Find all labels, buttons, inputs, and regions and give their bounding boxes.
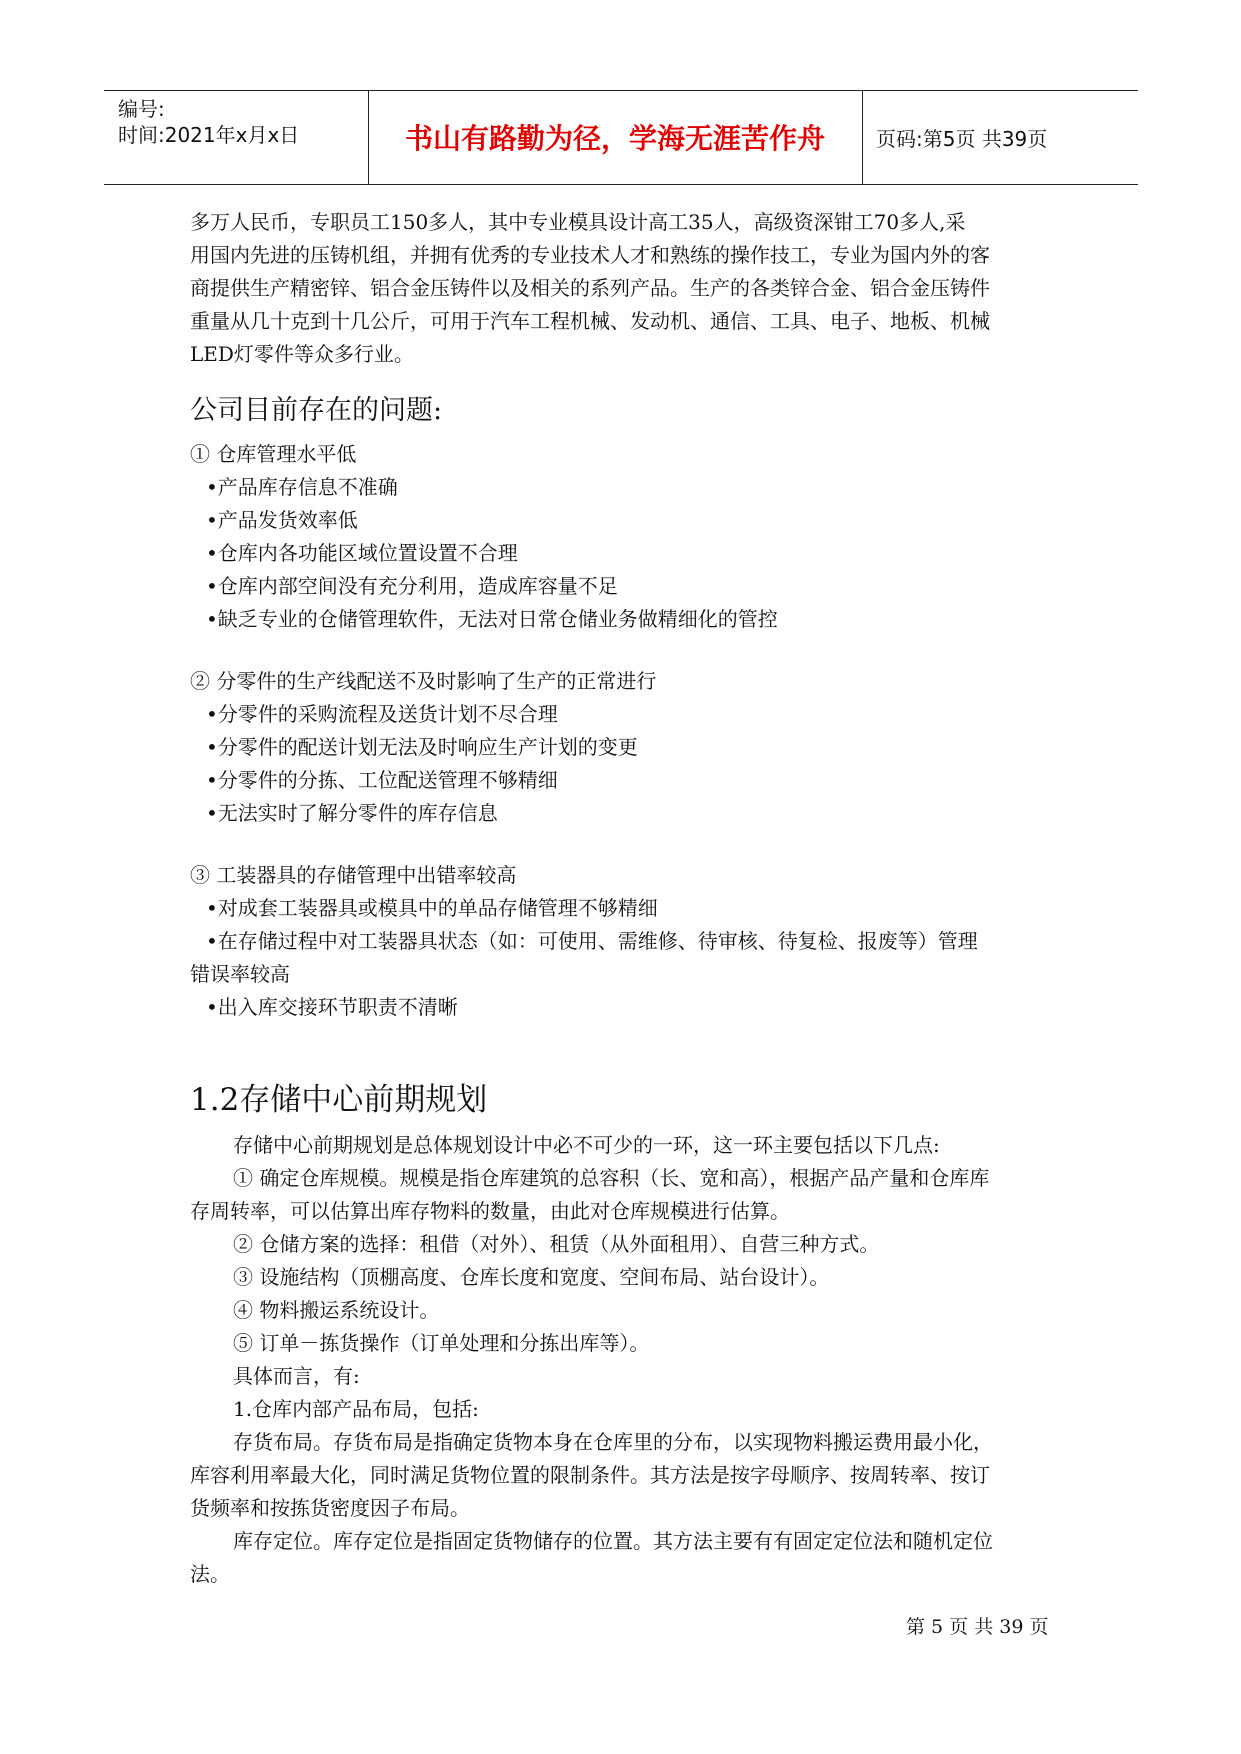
header-left-cell <box>104 91 369 184</box>
plan-item: ④ 物料搬运系统设计。 <box>233 1298 440 1322</box>
bullet-item: •缺乏专业的仓储管理软件，无法对日常仓储业务做精细化的管控 <box>206 607 778 631</box>
stock-paragraph-line: 库容利用率最大化，同时满足货物位置的限制条件。其方法是按字母顺序、按周转率、按订 <box>190 1463 990 1487</box>
intro-line: 重量从几十克到十几公斤，可用于汽车工程机械、发动机、通信、工具、电子、地板、机械 <box>190 309 990 333</box>
problem3-block <box>190 859 1060 1024</box>
bullet-item: •出入库交接环节职责不清晰 <box>206 995 458 1019</box>
intro-line: 用国内先进的压铸机组，并拥有优秀的专业技术人才和熟练的操作技工，专业为国内外的客 <box>190 243 990 267</box>
problems-section <box>190 388 1060 427</box>
header-right-cell <box>862 91 1138 184</box>
document-time-label: 时间:2021年x月x日 <box>118 123 300 147</box>
header-motto: 书山有路勤为径，学海无涯苦作舟 <box>404 122 825 155</box>
plan-item: ② 仓储方案的选择：租借（对外）、租赁（从外面租用）、自营三种方式。 <box>233 1232 880 1256</box>
header-mid-cell <box>368 91 863 184</box>
problem2-title: ② 分零件的生产线配送不及时影响了生产的正常进行 <box>190 669 657 693</box>
intro-line: 商提供生产精密锌、铝合金压铸件以及相关的系列产品。生产的各类锌合金、铝合金压铸件 <box>190 276 990 300</box>
bullet-item: •分零件的分拣、工位配送管理不够精细 <box>206 768 558 792</box>
bullet-item: •在存储过程中对工装器具状态（如：可使用、需维修、待审核、待复检、报废等）管理 <box>206 929 978 953</box>
bullet-item: •对成套工装器具或模具中的单品存储管理不够精细 <box>206 896 658 920</box>
problem1-block <box>190 438 1060 636</box>
intro-line: 多万人民币，专职员工150多人，其中专业模具设计高工35人，高级资深钳工70多人,采 <box>190 210 966 234</box>
problem2-block <box>190 665 1060 830</box>
stock-paragraph-line: 货频率和按拣货密度因子布局。 <box>190 1496 470 1520</box>
bullet-item: •仓库内各功能区域位置设置不合理 <box>206 541 518 565</box>
section-heading: 1.2存储中心前期规划 <box>190 1082 488 1118</box>
bullet-item: •无法实时了解分零件的库存信息 <box>206 801 498 825</box>
plan-item: ① 确定仓库规模。规模是指仓库建筑的总容积（长、宽和高），根据产品产量和仓库库 <box>233 1166 990 1190</box>
page-footer: 第 5 页 共 39 页 <box>906 1616 1049 1638</box>
problem3-title: ③ 工装器具的存储管理中出错率较高 <box>190 863 517 887</box>
intro-paragraph <box>190 206 1060 371</box>
plan-body <box>190 1129 1060 1591</box>
stock-paragraph: 存货布局。存货布局是指确定货物本身在仓库里的分布，以实现物料搬运费用最小化， <box>233 1430 993 1454</box>
bullet-item: •仓库内部空间没有充分利用，造成库容量不足 <box>206 574 618 598</box>
problem1-title: ① 仓库管理水平低 <box>190 442 357 466</box>
plan-intro: 存储中心前期规划是总体规划设计中必不可少的一环，这一环主要包括以下几点: <box>233 1133 940 1157</box>
bullet-item: •产品发货效率低 <box>206 508 358 532</box>
plan-item: ⑤ 订单－拣货操作（订单处理和分拣出库等）。 <box>233 1331 650 1355</box>
plan-item-continuation: 存周转率，可以估算出库存物料的数量，由此对仓库规模进行估算。 <box>190 1199 790 1223</box>
header-table <box>104 90 1138 185</box>
bullet-item: •分零件的采购流程及送货计划不尽合理 <box>206 702 558 726</box>
bullet-item: •分零件的配送计划无法及时响应生产计划的变更 <box>206 735 638 759</box>
bullet-continuation: 错误率较高 <box>190 962 290 986</box>
location-paragraph: 库存定位。库存定位是指固定货物储存的位置。其方法主要有有固定定位法和随机定位 <box>233 1529 993 1553</box>
problems-heading: 公司目前存在的问题: <box>190 395 443 426</box>
layout-title: 1.仓库内部产品布局，包括: <box>233 1397 479 1421</box>
intro-line: LED灯零件等众多行业。 <box>190 342 414 366</box>
document-number-label: 编号: <box>118 97 165 121</box>
plan-specific: 具体而言，有: <box>233 1364 360 1388</box>
section-1-2 <box>190 1074 1060 1119</box>
plan-item: ③ 设施结构（顶棚高度、仓库长度和宽度、空间布局、站台设计）。 <box>233 1265 830 1289</box>
header-page-label: 页码:第5页 共39页 <box>876 127 1048 151</box>
bullet-item: •产品库存信息不准确 <box>206 475 398 499</box>
location-paragraph-line: 法。 <box>190 1562 230 1586</box>
